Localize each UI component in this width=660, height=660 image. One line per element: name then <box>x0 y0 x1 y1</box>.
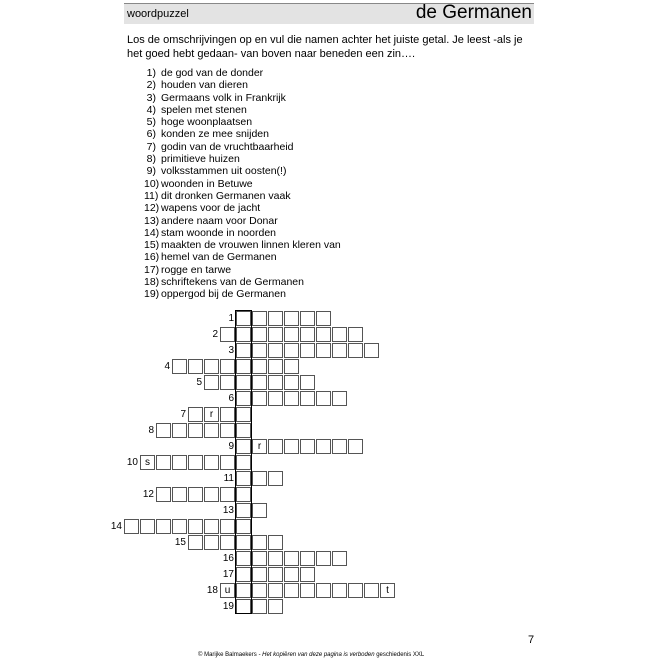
instructions: Los de omschrijvingen op en vul die namen achter het juiste getal. Je leest -als je het goed hebt gedaan- van boven naar beneden een zin…. <box>127 34 523 60</box>
answer-cell[interactable] <box>300 327 315 342</box>
answer-cell[interactable] <box>284 311 299 326</box>
answer-cell[interactable] <box>252 359 267 374</box>
answer-cell[interactable] <box>268 359 283 374</box>
row-number: 11 <box>223 473 234 484</box>
answer-cell[interactable] <box>332 439 347 454</box>
answer-cell[interactable] <box>172 455 187 470</box>
answer-cell[interactable] <box>300 567 315 582</box>
answer-cell[interactable] <box>220 375 235 390</box>
answer-cell[interactable] <box>156 455 171 470</box>
clue-text: volksstammen uit oosten(!) <box>161 165 287 178</box>
clue-text: oppergod bij de Germanen <box>161 288 286 301</box>
clue-text: rogge en tarwe <box>161 263 232 276</box>
answer-cell[interactable] <box>268 471 283 486</box>
clue-text: maakten de vrouwen linnen kleren van <box>161 239 341 252</box>
answer-cell[interactable] <box>252 551 267 566</box>
answer-cell[interactable] <box>188 455 203 470</box>
row-number: 10 <box>126 457 138 468</box>
page-number: 7 <box>528 634 535 646</box>
answer-cell[interactable] <box>332 391 347 406</box>
clue-text: schriftekens van de Germanen <box>161 276 304 289</box>
row-number: 8 <box>148 425 154 436</box>
answer-cell[interactable] <box>220 487 235 502</box>
answer-cell[interactable] <box>316 343 331 358</box>
answer-cell[interactable]: r <box>252 439 267 454</box>
answer-cell[interactable] <box>348 583 363 598</box>
answer-cell[interactable] <box>252 375 267 390</box>
answer-cell[interactable] <box>284 343 299 358</box>
clue-text: dit dronken Germanen vaak <box>161 189 291 202</box>
row-number: 6 <box>228 393 234 404</box>
answer-cell[interactable] <box>332 551 347 566</box>
row-number: 17 <box>222 569 234 580</box>
answer-cell[interactable] <box>220 407 235 422</box>
key-cell[interactable] <box>236 455 251 470</box>
answer-cell[interactable] <box>268 583 283 598</box>
answer-cell[interactable] <box>204 535 219 550</box>
answer-cell[interactable] <box>188 407 203 422</box>
answer-cell[interactable] <box>252 599 267 614</box>
clue-number: 7) <box>146 140 156 153</box>
answer-cell[interactable] <box>332 327 347 342</box>
answer-cell[interactable] <box>348 343 363 358</box>
key-cell[interactable] <box>236 471 251 486</box>
row-number: 9 <box>228 441 234 452</box>
row-number: 16 <box>222 553 234 564</box>
answer-cell[interactable] <box>316 311 331 326</box>
answer-cell[interactable] <box>268 327 283 342</box>
footer-copyright: © Marijke Balmaekers <box>198 652 257 658</box>
answer-cell[interactable] <box>284 359 299 374</box>
answer-cell[interactable] <box>220 455 235 470</box>
key-cell[interactable] <box>236 343 251 358</box>
answer-cell[interactable] <box>316 583 331 598</box>
key-cell[interactable] <box>236 327 251 342</box>
key-cell[interactable] <box>236 503 251 518</box>
answer-cell[interactable] <box>140 519 155 534</box>
key-cell[interactable] <box>236 391 251 406</box>
answer-cell[interactable] <box>284 391 299 406</box>
row-number: 19 <box>222 601 234 612</box>
answer-cell[interactable] <box>364 343 379 358</box>
answer-cell[interactable] <box>268 375 283 390</box>
row-number: 4 <box>164 361 170 372</box>
key-cell[interactable] <box>236 407 251 422</box>
key-cell[interactable] <box>236 583 251 598</box>
answer-cell[interactable] <box>188 487 203 502</box>
clue-number: 18) <box>144 276 160 289</box>
answer-cell[interactable] <box>348 439 363 454</box>
key-cell[interactable] <box>236 567 251 582</box>
answer-cell[interactable] <box>316 551 331 566</box>
key-cell[interactable] <box>236 551 251 566</box>
clue-text: primitieve huizen <box>161 153 240 166</box>
answer-cell[interactable] <box>252 327 267 342</box>
clue-number: 12) <box>144 202 160 215</box>
answer-cell[interactable] <box>348 327 363 342</box>
answer-cell[interactable]: u <box>220 583 235 598</box>
row-number: 1 <box>228 313 234 324</box>
answer-cell[interactable] <box>156 487 171 502</box>
clue-text: konden ze mee snijden <box>161 128 269 141</box>
answer-cell[interactable] <box>204 487 219 502</box>
clue-text: hemel van de Germanen <box>161 251 277 264</box>
clue-text: godin van de vruchtbaarheid <box>161 140 294 153</box>
key-cell[interactable] <box>236 311 251 326</box>
key-cell[interactable] <box>236 535 251 550</box>
clue-text: de god van de donder <box>161 67 264 79</box>
answer-cell[interactable] <box>188 359 203 374</box>
answer-cell[interactable] <box>156 423 171 438</box>
row-number: 13 <box>222 505 234 516</box>
answer-cell[interactable] <box>332 343 347 358</box>
key-cell[interactable] <box>236 487 251 502</box>
clue-text: stam woonde in noorden <box>161 226 276 239</box>
clue-number: 19) <box>144 288 160 301</box>
answer-cell[interactable] <box>300 551 315 566</box>
row-number: 12 <box>142 489 154 500</box>
answer-cell[interactable] <box>188 423 203 438</box>
answer-cell[interactable] <box>252 391 267 406</box>
answer-cell[interactable] <box>220 327 235 342</box>
clue-number: 10) <box>144 177 160 190</box>
key-cell[interactable] <box>236 519 251 534</box>
clue-text: hoge woonplaatsen <box>161 116 253 129</box>
clue-number: 11) <box>144 189 159 202</box>
answer-cell[interactable] <box>204 455 219 470</box>
answer-cell[interactable] <box>220 535 235 550</box>
answer-cell[interactable] <box>204 519 219 534</box>
clue-number: 5) <box>146 116 156 129</box>
answer-cell[interactable] <box>172 359 187 374</box>
answer-cell[interactable] <box>268 535 283 550</box>
clue-number: 9) <box>146 165 156 178</box>
clue-text: houden van dieren <box>161 79 248 92</box>
answer-cell[interactable] <box>284 583 299 598</box>
clue-number: 8) <box>146 153 156 166</box>
answer-cell[interactable] <box>220 359 235 374</box>
key-cell[interactable] <box>236 439 251 454</box>
answer-cell[interactable] <box>220 519 235 534</box>
answer-cell[interactable] <box>204 359 219 374</box>
answer-cell[interactable] <box>252 471 267 486</box>
answer-cell[interactable] <box>284 327 299 342</box>
key-cell[interactable] <box>236 359 251 374</box>
footer <box>198 652 424 658</box>
key-cell[interactable] <box>236 599 251 614</box>
answer-cell[interactable] <box>252 343 267 358</box>
answer-cell[interactable]: t <box>380 583 395 598</box>
clue-text: spelen met stenen <box>161 103 247 116</box>
answer-cell[interactable] <box>300 391 315 406</box>
clue-text: andere naam voor Donar <box>161 214 278 227</box>
answer-cell[interactable] <box>252 567 267 582</box>
answer-cell[interactable] <box>188 535 203 550</box>
answer-cell[interactable] <box>172 519 187 534</box>
clue-text: Germaans volk in Frankrijk <box>161 91 286 104</box>
clue-number: 6) <box>146 128 156 141</box>
row-number: 2 <box>212 329 218 340</box>
answer-cell[interactable] <box>316 327 331 342</box>
answer-cell[interactable] <box>268 439 283 454</box>
answer-cell[interactable] <box>220 423 235 438</box>
answer-cell[interactable] <box>300 311 315 326</box>
answer-cell[interactable] <box>284 439 299 454</box>
footer-series: geschiedenis XXL <box>376 652 425 658</box>
clue-number: 17) <box>144 263 160 276</box>
clue-number: 14) <box>144 226 160 239</box>
clue-text: wapens voor de jacht <box>161 202 261 215</box>
answer-cell[interactable] <box>364 583 379 598</box>
row-number: 18 <box>206 585 218 596</box>
answer-cell[interactable] <box>252 583 267 598</box>
answer-cell[interactable] <box>252 535 267 550</box>
answer-cell[interactable] <box>172 423 187 438</box>
key-cell[interactable] <box>236 375 251 390</box>
answer-cell[interactable] <box>268 343 283 358</box>
clue-number: 4) <box>146 103 156 116</box>
row-number: 15 <box>174 537 186 548</box>
answer-cell[interactable] <box>284 567 299 582</box>
answer-cell[interactable] <box>268 391 283 406</box>
clue-number: 13) <box>144 214 160 227</box>
answer-cell[interactable] <box>156 519 171 534</box>
row-number: 14 <box>110 521 122 532</box>
row-number: 7 <box>180 409 186 420</box>
answer-cell[interactable] <box>300 375 315 390</box>
answer-cell[interactable] <box>252 503 267 518</box>
answer-cell[interactable] <box>300 343 315 358</box>
answer-cell[interactable] <box>268 311 283 326</box>
clue-number: 15) <box>144 239 160 252</box>
answer-cell[interactable] <box>284 375 299 390</box>
page-title: de Germanen <box>415 2 532 23</box>
answer-cell[interactable] <box>188 519 203 534</box>
footer-notice: - Het kopiëren van deze pagina is verboden <box>258 652 375 658</box>
clue-number: 16) <box>144 251 160 264</box>
answer-cell[interactable] <box>124 519 139 534</box>
answer-cell[interactable] <box>268 599 283 614</box>
answer-cell[interactable] <box>204 375 219 390</box>
worksheet-type: woordpuzzel <box>127 8 189 20</box>
answer-cell[interactable] <box>332 583 347 598</box>
answer-cell[interactable] <box>316 439 331 454</box>
answer-cell[interactable]: r <box>204 407 219 422</box>
clue-number: 2) <box>146 79 156 92</box>
answer-cell[interactable] <box>300 583 315 598</box>
key-cell[interactable] <box>236 423 251 438</box>
answer-cell[interactable] <box>316 391 331 406</box>
answer-cell[interactable] <box>252 311 267 326</box>
answer-cell[interactable] <box>300 439 315 454</box>
clue-number: 3) <box>146 91 156 104</box>
clue-number: 1) <box>146 67 156 79</box>
answer-cell[interactable] <box>284 551 299 566</box>
answer-cell[interactable] <box>268 551 283 566</box>
row-number: 3 <box>228 345 234 356</box>
answer-cell[interactable] <box>204 423 219 438</box>
clue-text: woonden in Betuwe <box>161 177 253 190</box>
answer-cell[interactable] <box>172 487 187 502</box>
row-number: 5 <box>196 377 202 388</box>
answer-cell[interactable] <box>268 567 283 582</box>
answer-cell[interactable]: s <box>140 455 155 470</box>
